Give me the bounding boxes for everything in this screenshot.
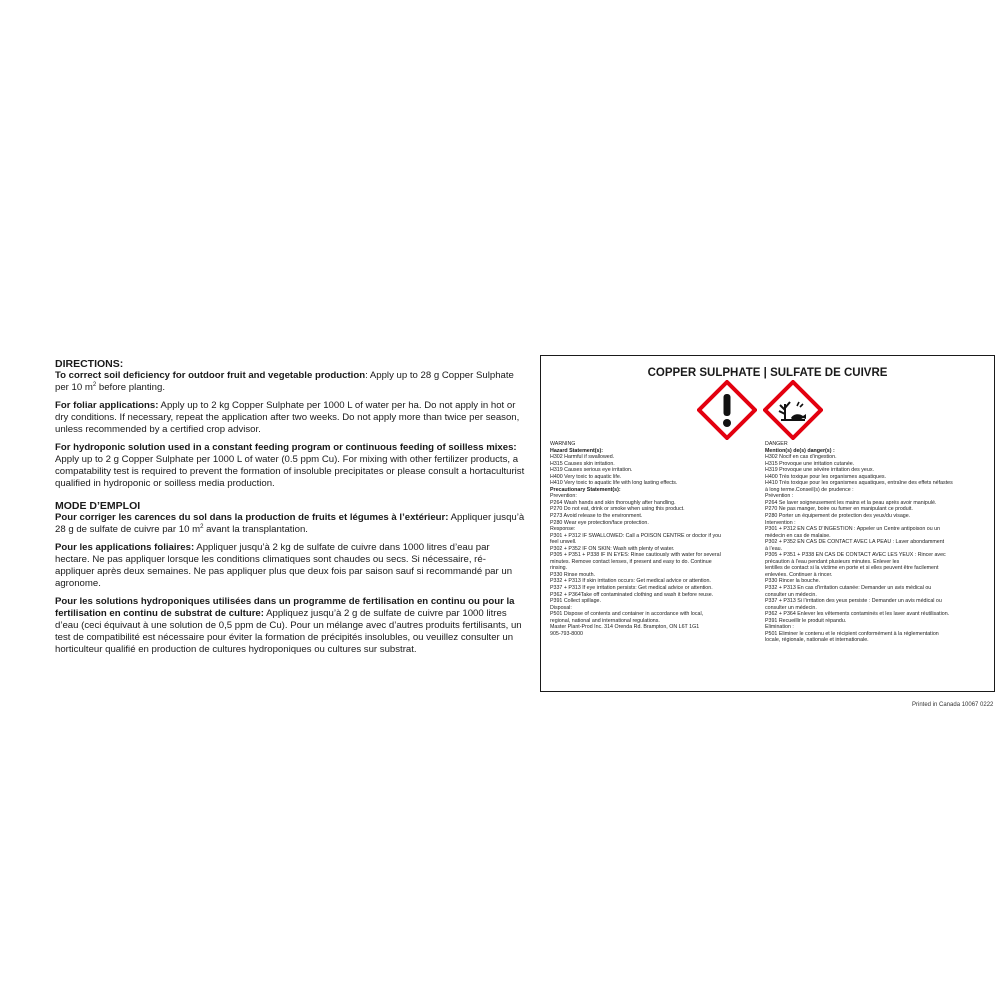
statement-line: minutes. Remove contact lenses, if present and easy to do. Continue <box>550 558 712 565</box>
statement-line: P332 + P313 En cas d’irritation cutanée: Demander un avis médical ou <box>765 585 932 592</box>
statement-line: Response: <box>550 526 576 533</box>
statement-line: médecin en cas de malaise. <box>765 532 831 539</box>
statement-line: à long terme.Conseil(s) de prudence : <box>765 486 854 493</box>
statement-line: Precautionary Statement(s): <box>550 486 621 493</box>
statement-line: P280 Porter un équipement de protection des yeux/du visage. <box>765 513 911 520</box>
hazard-label-title: COPPER SULPHATE | SULFATE DE CUIVRE <box>647 367 888 379</box>
statement-line: P270 Do not eat, drink or smoke when using this product. <box>550 506 685 513</box>
statement-line: P501 Éliminer le contenu et le récipient conformément à la réglementation <box>765 630 939 637</box>
statement-line: P330 Rincer la bouche. <box>765 578 821 585</box>
statement-line: Hazard Statement(s): <box>550 447 603 454</box>
statement-line: consulter un médecin. <box>765 591 817 598</box>
statement-line: P337 + P313 If eye irritation persists: Get medical advice or attention. <box>550 585 713 592</box>
english-hazard-statements <box>550 441 762 637</box>
statement-line: feel unwell. <box>550 539 577 546</box>
statement-line: locale, régionale, nationale et internationale. <box>765 637 869 644</box>
statement-line: P301 + P312 EN CAS D’INGESTION : Appeler un Centre antipoison ou un <box>765 526 941 533</box>
statement-line: H410 Très toxique pour les organismes aquatiques, entraîne des effets néfastes <box>765 480 953 487</box>
statement-line: regional, national and international regulations. <box>550 617 660 624</box>
directions-soil: To correct soil deficiency for outdoor fruit and vegetable production: Apply up to 28 g Copper Sulphate per 10 $m^2$ before planting. <box>55 370 514 393</box>
statement-line: P332 + P313 If skin irritation occurs: Get medical advice or attention. <box>550 578 711 585</box>
statement-line: Disposal: <box>550 604 572 611</box>
statement-line: H302 Harmful if swallowed. <box>550 454 615 461</box>
french-hazard-statements <box>765 441 977 644</box>
statement-line: P270 Ne pas manger, boire ou fumer en manipulant ce produit. <box>765 506 913 513</box>
statement-line: P305 + P351 + P338 IF IN EYES: Rinse cautiously with water for several <box>550 552 721 559</box>
printed-in-canada: Printed in Canada 10067 0222 <box>912 702 994 708</box>
directions-hydroponic: For hydroponic solution used in a constant feeding program or continuous feeding of soilless mixes: Apply up to 2 g Copper Sulphate per 1000 L of water (0.5 ppm Cu). For mixing with other fertilizer products, a compatability test is required to prevent the formation of insoluble precipitates or please consult a hortaculturist qualified in hydroponic or soilless media production. <box>55 442 525 489</box>
mode-emploi-heading: MODE D’EMPLOI <box>55 500 141 512</box>
statement-line: enlevées. Continuer à rincer. <box>765 571 833 578</box>
statement-line: H315 Provoque une irritation cutanée. <box>765 460 855 467</box>
directions-heading: DIRECTIONS: <box>55 358 124 370</box>
statement-line: P330 Rinse mouth. <box>550 571 596 578</box>
environment-hazard-icon <box>763 380 823 440</box>
statement-line: lentilles de contact si la victime en porte et si elles peuvent être facilement <box>765 565 939 572</box>
statement-line: 905-793-8000 <box>550 630 583 637</box>
statement-line: P362 + P364 Enlever les vêtements contaminés et les laver avant réutilisation. <box>765 611 950 618</box>
statement-line: à l’eau. <box>765 545 783 552</box>
statement-line: DANGER <box>765 441 788 447</box>
statement-line: P391 Recueillir le produit répandu. <box>765 617 847 624</box>
statement-line: Prevention: <box>550 493 577 500</box>
statement-line: H319 Provoque une sévère irritation des yeux. <box>765 467 874 474</box>
statement-line: Élimination : <box>765 624 794 631</box>
statement-line: précaution à l’eau pendant plusieurs minutes. Enlever les <box>765 558 900 565</box>
statement-line: P501 Dispose of contents and container in accordance with local, <box>550 611 704 618</box>
directions-text <box>55 358 525 662</box>
statement-line: P337 + P313 Si l’irritation des yeux persiste : Demander un avis médical ou <box>765 598 942 605</box>
mode-emploi-hydroponiques: Pour les solutions hydroponiques utilisées dans un programme de fertilisation en continu ou pour la fertilisation en continu de substrat de culture: Appliquez jusqu’à 2 g de sulfate de cuivre par 1000 litres d’eau (ceci équivaut à une solution de 0,5 ppm de Cu). Pour un mélange avec d’autres produits fertilisants, un test de compatibilité est nécessaire pour éviter la formation de précipités insolubles, ou veuillez consulter un horticulteur qualifié en production de cultures hydroponiques ou cultures sur substrat. <box>55 596 522 655</box>
statement-line: H400 Very toxic to aquatic life. <box>550 473 622 480</box>
exclamation-mark-icon <box>697 380 757 440</box>
statement-line: H400 Très toxique pour les organismes aquatiques. <box>765 473 887 480</box>
statement-line: WARNING <box>550 441 576 447</box>
statement-line: P264 Se laver soigneusement les mains et la peau après avoir manipulé. <box>765 499 937 506</box>
statement-line: P264 Wash hands and skin thoroughly after handling. <box>550 499 676 506</box>
statement-line: P362 + P364Take off contaminated clothing and wash it before reuse. <box>550 591 714 598</box>
statement-line: consulter un médecin. <box>765 604 817 611</box>
statement-line: H315 Causes skin irritation. <box>550 460 615 467</box>
statement-line: P273 Avoid release to the environment. <box>550 513 643 520</box>
statement-line: Intervention : <box>765 519 796 526</box>
statement-line: H319 Causes serious eye irritation. <box>550 467 633 474</box>
statement-line: Prévention : <box>765 493 794 500</box>
statement-line: Master Plant-Prod Inc. 314 Orenda Rd. Brampton, ON L6T 1G1 <box>550 624 700 631</box>
statement-line: P302 + P352 EN CAS DE CONTACT AVEC LA PEAU : Laver abondamment <box>765 539 945 546</box>
hazard-label-box <box>540 355 995 692</box>
mode-emploi-foliaires: Pour les applications foliaires: Appliquer jusqu’à 2 kg de sulfate de cuivre dans 1000 litres d’eau par hectare. Ne pas appliquer lorsque les conditions climatiques sont chaudes ou secs. Si nécessaire, ré-appliquer après deux semaines. Ne pas appliquer plus que deux fois par saison sauf si recommandé par un agronome. <box>55 542 513 589</box>
statement-line: Mention(s) de(s) danger(s) : <box>765 447 835 454</box>
statement-line: P301 + P312 IF SWALLOWED: Call a POISON CENTRE or doctor if you <box>550 532 721 539</box>
statement-line: P280 Wear eye protection/face protection. <box>550 519 649 526</box>
statement-line: rinsing. <box>550 565 568 572</box>
statement-line: P391 Collect spillage. <box>550 598 601 605</box>
statement-line: P305 + P351 + P338 EN CAS DE CONTACT AVEC LES YEUX : Rincer avec <box>765 552 946 559</box>
statement-line: H410 Very toxic to aquatic life with long lasting effects. <box>550 480 678 487</box>
statement-line: H302 Nocif en cas d’ingestion. <box>765 454 837 461</box>
statement-line: P302 + P352 IF ON SKIN: Wash with plenty of water. <box>550 545 675 552</box>
mode-emploi-sol: Pour corriger les carences du sol dans la production de fruits et légumes à l’extérieur: Appliquer jusqu’à 28 g de sulfate de cuivre par 10 $m^2$ avant la transplantation. <box>55 512 525 535</box>
directions-foliar: For foliar applications: Apply up to 2 kg Copper Sulphate per 1000 L of water per ha. Do not apply in hot or dry conditions. If necessary, repeat the application after two weeks. Do not apply more than twice per season, unless recommended by a certified crop advisor. <box>55 400 520 435</box>
